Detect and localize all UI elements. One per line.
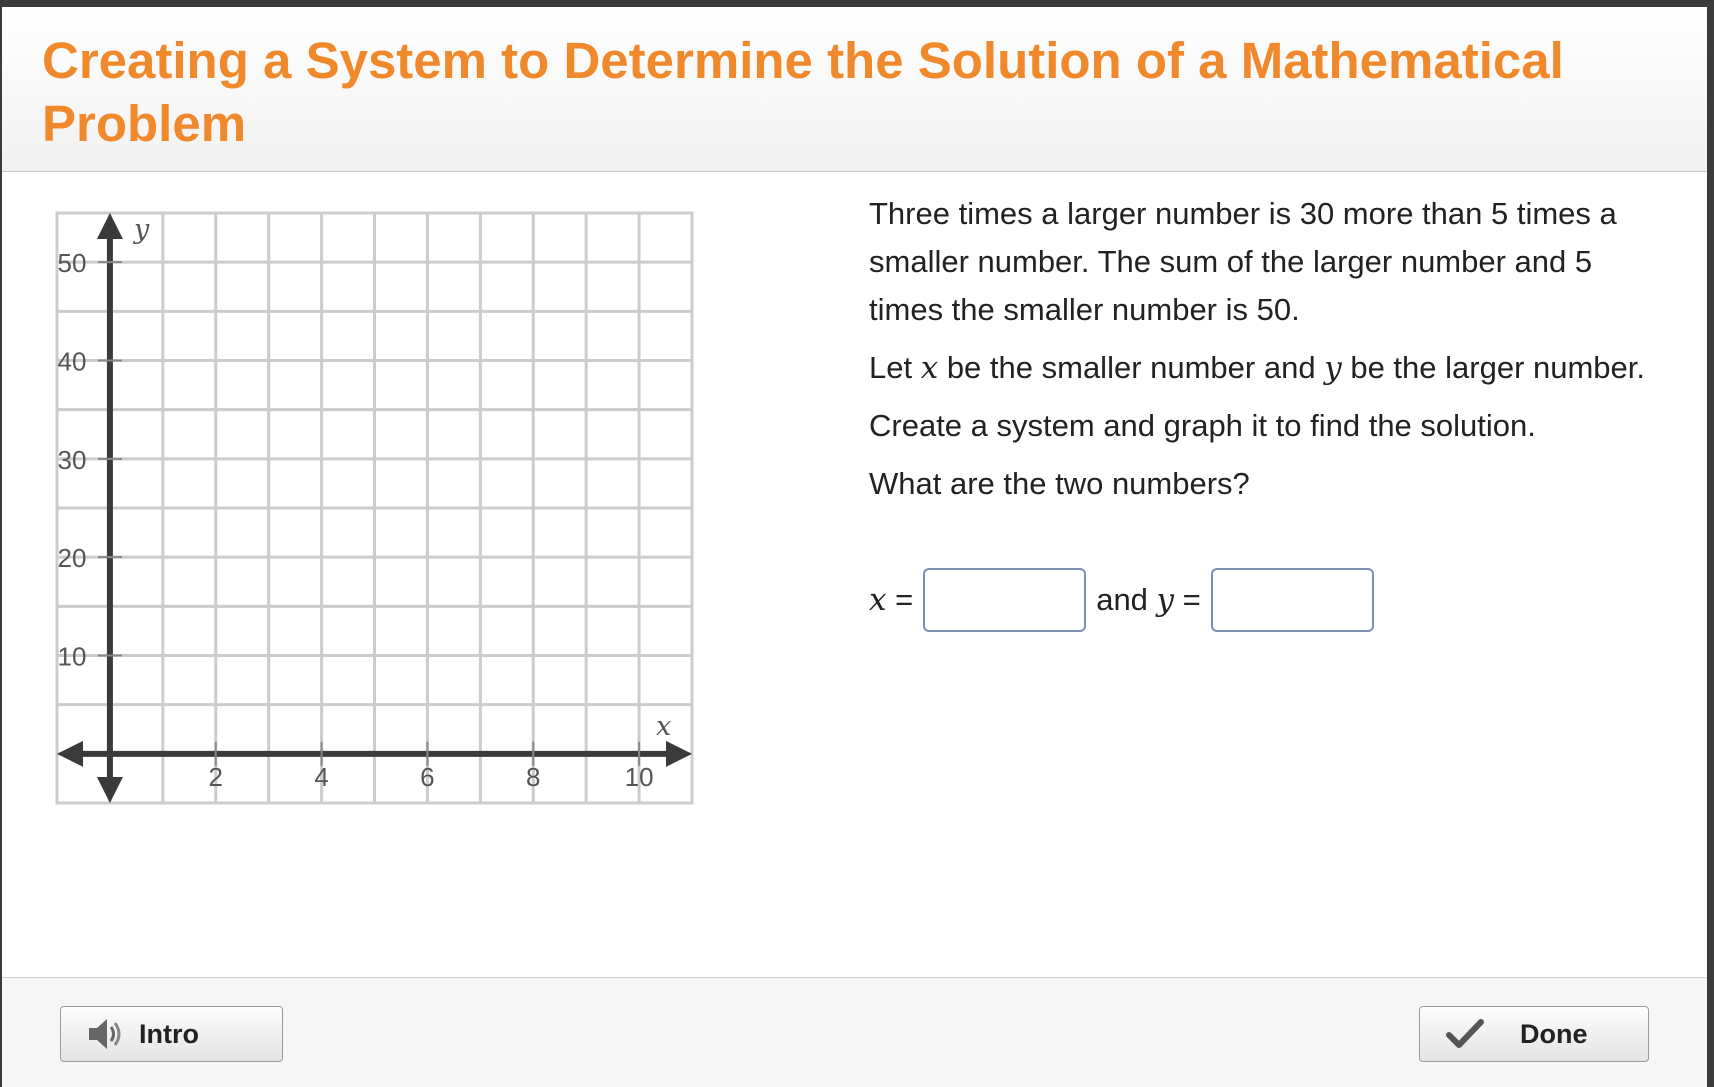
- y-answer-input[interactable]: [1211, 568, 1374, 632]
- variable-definition-part3: be the larger number.: [1341, 350, 1646, 385]
- window-right-border: [1707, 7, 1714, 1087]
- x-answer-equals: =: [886, 582, 914, 617]
- window-top-border: [0, 0, 1714, 7]
- x-tick-label: 4: [314, 761, 329, 792]
- variable-definition: [869, 344, 1669, 392]
- speaker-icon: [85, 1014, 125, 1054]
- y-tick-label: 30: [57, 444, 87, 475]
- y-axis-arrow-up: [97, 213, 123, 239]
- x-tick-label: 6: [420, 761, 435, 792]
- y-tick-label: 20: [57, 543, 87, 574]
- done-button-label: Done: [1520, 1018, 1588, 1049]
- answer-row: [869, 568, 1374, 632]
- question-text: What are the two numbers?: [869, 466, 1250, 501]
- y-answer-equals: =: [1174, 582, 1201, 617]
- y-tick-label: 10: [57, 641, 87, 672]
- x-answer-input[interactable]: [923, 568, 1086, 632]
- y-axis-label: y: [134, 214, 150, 245]
- instruction-text: Create a system and graph it to find the solution.: [869, 408, 1536, 443]
- intro-button-label: Intro: [139, 1018, 199, 1049]
- variable-definition-part1: Let: [869, 350, 921, 385]
- x-answer-label: [869, 582, 913, 618]
- header-bar: [2, 7, 1707, 172]
- y-answer-label: [1096, 582, 1201, 618]
- intro-button[interactable]: [60, 1006, 283, 1062]
- variable-x: x: [920, 350, 939, 386]
- graph-canvas[interactable]: [52, 208, 702, 808]
- x-axis-label: x: [656, 711, 672, 742]
- grid-lines: [57, 213, 692, 803]
- x-axis-arrow-right: [666, 741, 692, 767]
- y-answer-var: y: [1156, 582, 1175, 618]
- page-title: Creating a System to Determine the Solution of a Mathematical Problem: [42, 32, 1564, 152]
- problem-statement: Three times a larger number is 30 more than 5 times a smaller number. The sum of the larger number and 5 times the smaller number is 50.: [869, 196, 1617, 327]
- x-tick-label: 2: [208, 761, 223, 792]
- y-tick-label: 50: [57, 248, 87, 279]
- y-axis-arrow-down: [97, 777, 123, 803]
- x-axis-arrow-left: [57, 741, 83, 767]
- checkmark-icon: [1446, 1018, 1484, 1050]
- and-text: and: [1096, 582, 1157, 617]
- problem-text: [869, 190, 1669, 518]
- tick-marks: [98, 262, 639, 766]
- y-tick-label: 40: [57, 346, 87, 377]
- x-answer-var: x: [869, 582, 887, 618]
- done-button[interactable]: [1419, 1006, 1649, 1062]
- variable-y: y: [1324, 350, 1342, 386]
- coordinate-graph[interactable]: [52, 208, 702, 808]
- variable-definition-part2: be the smaller number and: [938, 350, 1325, 385]
- x-tick-label: 8: [526, 761, 541, 792]
- x-tick-label: 10: [624, 761, 654, 792]
